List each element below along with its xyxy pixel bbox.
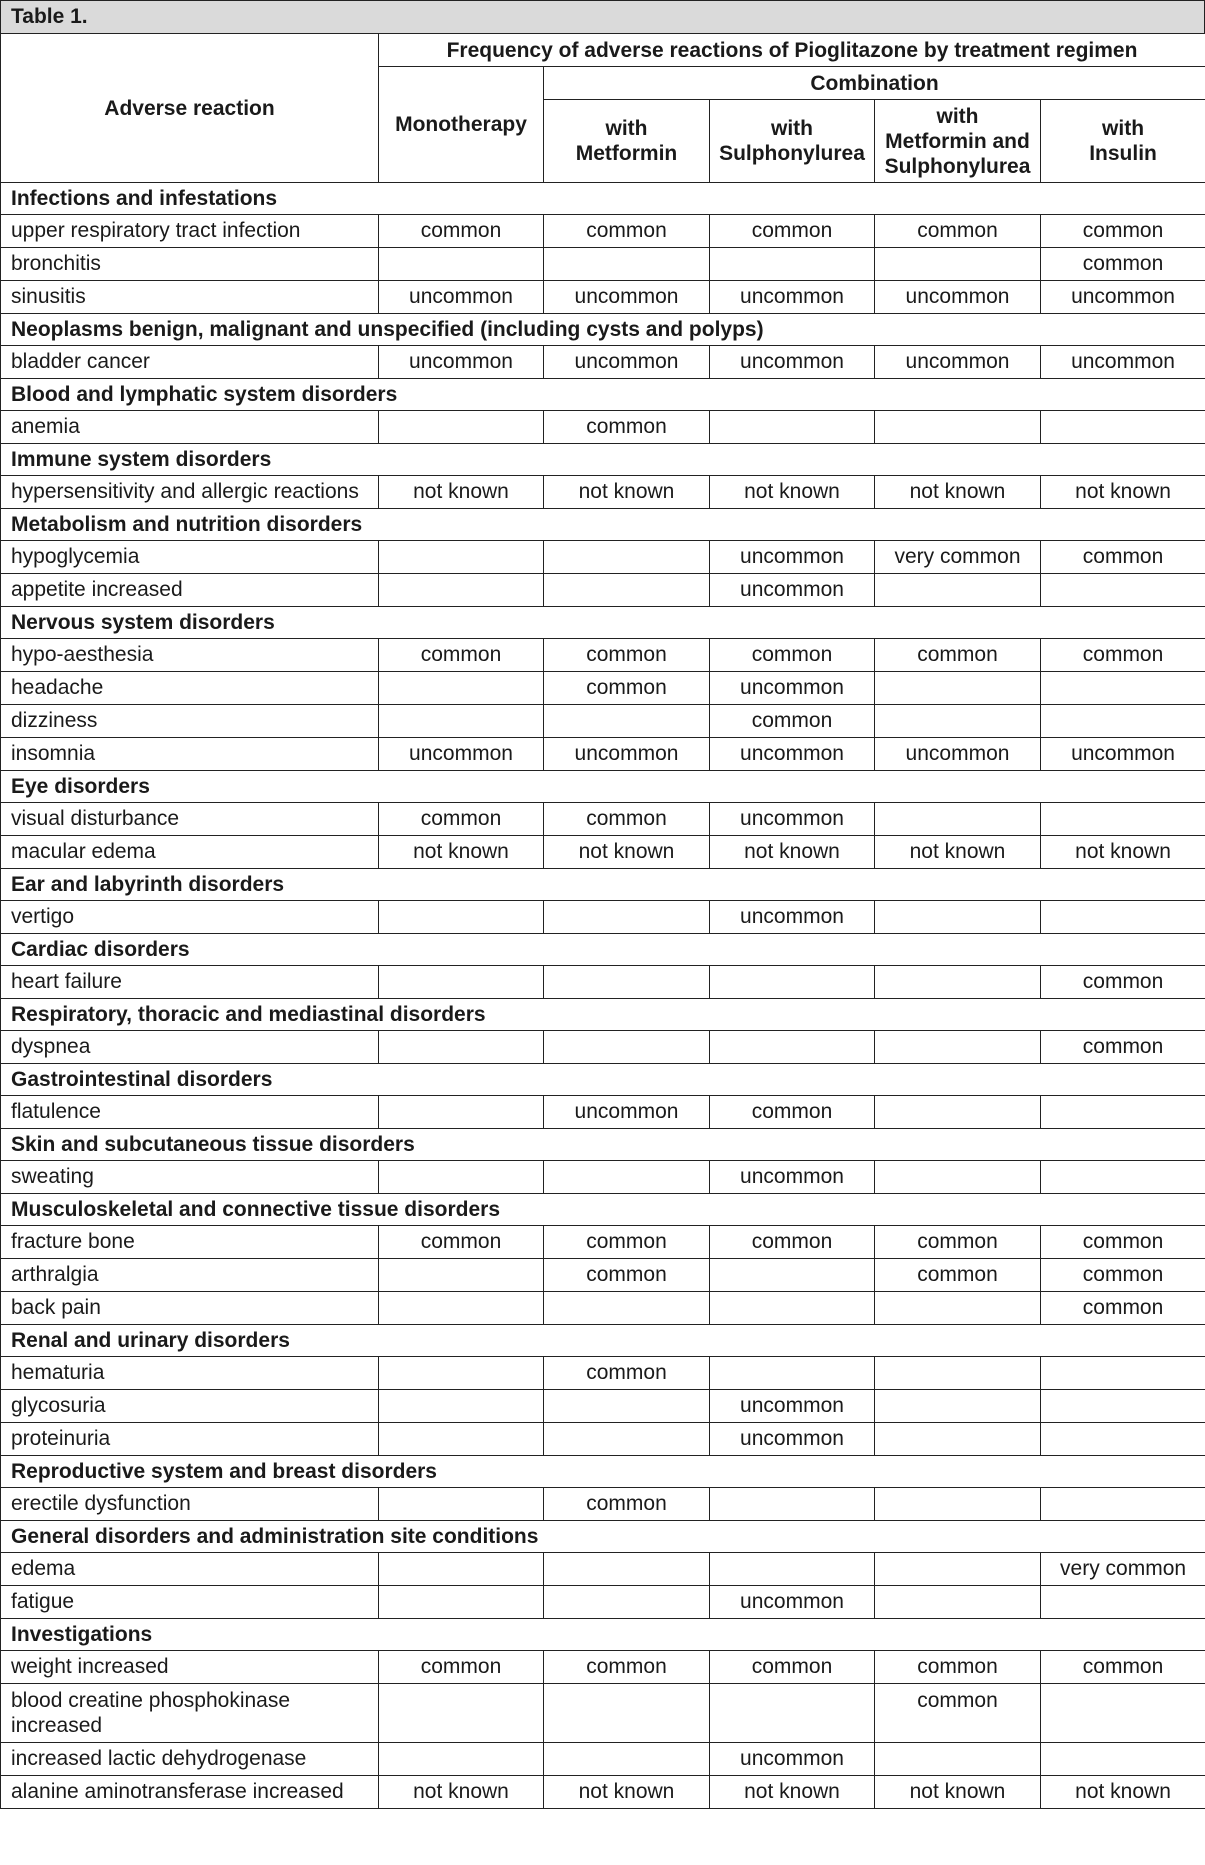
frequency-cell: [1041, 1096, 1205, 1129]
frequency-cell: common: [1041, 1259, 1205, 1292]
frequency-cell: [1041, 901, 1205, 934]
frequency-cell: [875, 966, 1041, 999]
frequency-cell: common: [379, 1226, 544, 1259]
section-row: [1, 771, 1205, 803]
frequency-cell: [710, 411, 875, 444]
frequency-cell: [379, 901, 544, 934]
frequency-cell: common: [710, 639, 875, 672]
frequency-cell: common: [1041, 966, 1205, 999]
header-line: Insulin: [1089, 142, 1157, 165]
reaction-name: macular edema: [1, 836, 379, 869]
frequency-cell: common: [1041, 639, 1205, 672]
section-title: General disorders and administration site conditions: [1, 1521, 1205, 1553]
frequency-cell: [379, 1161, 544, 1194]
frequency-cell: uncommon: [379, 346, 544, 379]
frequency-cell: common: [544, 1357, 710, 1390]
header-line: Metformin: [575, 142, 678, 165]
frequency-cell: common: [379, 1651, 544, 1684]
reaction-name-line: increased: [11, 1714, 103, 1737]
frequency-cell: [875, 705, 1041, 738]
table-row: [1, 476, 1205, 509]
section-row: [1, 1064, 1205, 1096]
frequency-cell: [544, 248, 710, 281]
frequency-cell: [710, 248, 875, 281]
frequency-cell: common: [1041, 1292, 1205, 1325]
frequency-cell: uncommon: [710, 901, 875, 934]
reaction-name: hypersensitivity and allergic reactions: [1, 476, 379, 509]
table-row: [1, 574, 1205, 607]
section-title: Renal and urinary disorders: [1, 1325, 1205, 1357]
frequency-cell: [379, 1292, 544, 1325]
frequency-cell: [1041, 705, 1205, 738]
frequency-cell: common: [875, 639, 1041, 672]
table-row: [1, 1031, 1205, 1064]
header-with-sulphonylurea: [710, 100, 875, 183]
frequency-cell: [875, 1161, 1041, 1194]
frequency-cell: [379, 574, 544, 607]
section-row: [1, 1521, 1205, 1553]
section-title: Nervous system disorders: [1, 607, 1205, 639]
frequency-cell: [379, 966, 544, 999]
frequency-cell: common: [710, 705, 875, 738]
frequency-cell: [379, 672, 544, 705]
frequency-cell: not known: [379, 476, 544, 509]
frequency-cell: [544, 541, 710, 574]
header-frequency-title: Frequency of adverse reactions of Pioglitazone by treatment regimen: [379, 34, 1205, 67]
frequency-cell: common: [1041, 1651, 1205, 1684]
frequency-cell: common: [544, 215, 710, 248]
frequency-cell: [1041, 1586, 1205, 1619]
table-row: [1, 1651, 1205, 1684]
reaction-name: alanine aminotransferase increased: [1, 1776, 379, 1809]
frequency-cell: [544, 1423, 710, 1456]
frequency-cell: [710, 1357, 875, 1390]
frequency-cell: [379, 1586, 544, 1619]
header-line: with: [771, 117, 813, 140]
section-row: [1, 314, 1205, 346]
frequency-cell: [1041, 1684, 1205, 1743]
reaction-name: fatigue: [1, 1586, 379, 1619]
reaction-name: sweating: [1, 1161, 379, 1194]
adverse-reactions-table: [0, 33, 1205, 1809]
frequency-cell: [1041, 574, 1205, 607]
frequency-cell: [379, 1488, 544, 1521]
frequency-cell: common: [710, 1226, 875, 1259]
section-title: Infections and infestations: [1, 183, 1205, 215]
frequency-cell: uncommon: [710, 541, 875, 574]
section-row: [1, 183, 1205, 215]
frequency-cell: uncommon: [710, 1586, 875, 1619]
frequency-cell: [1041, 411, 1205, 444]
frequency-cell: common: [1041, 541, 1205, 574]
frequency-cell: [875, 672, 1041, 705]
frequency-cell: not known: [1041, 836, 1205, 869]
table-title: Table 1.: [0, 0, 1205, 34]
frequency-cell: uncommon: [1041, 346, 1205, 379]
frequency-cell: uncommon: [710, 1161, 875, 1194]
frequency-cell: [710, 1259, 875, 1292]
table-row: [1, 215, 1205, 248]
frequency-cell: not known: [544, 476, 710, 509]
header-monotherapy: Monotherapy: [379, 67, 544, 183]
frequency-cell: [875, 803, 1041, 836]
table-row: [1, 248, 1205, 281]
frequency-cell: [544, 1292, 710, 1325]
frequency-cell: [875, 1390, 1041, 1423]
frequency-cell: [875, 1586, 1041, 1619]
frequency-cell: [1041, 1423, 1205, 1456]
frequency-cell: [1041, 1488, 1205, 1521]
table-row: [1, 1096, 1205, 1129]
section-row: [1, 934, 1205, 966]
frequency-cell: [544, 1390, 710, 1423]
frequency-cell: [875, 1743, 1041, 1776]
frequency-cell: common: [544, 1259, 710, 1292]
reaction-name: bronchitis: [1, 248, 379, 281]
table-row: [1, 1423, 1205, 1456]
frequency-cell: [1041, 1161, 1205, 1194]
frequency-cell: uncommon: [379, 281, 544, 314]
section-title: Reproductive system and breast disorders: [1, 1456, 1205, 1488]
frequency-cell: [1041, 672, 1205, 705]
header-line: Metformin and: [885, 129, 1030, 153]
frequency-cell: [1041, 1357, 1205, 1390]
frequency-cell: [875, 1553, 1041, 1586]
frequency-cell: uncommon: [710, 672, 875, 705]
table-row: [1, 1743, 1205, 1776]
frequency-cell: [1041, 803, 1205, 836]
header-adverse-reaction: Adverse reaction: [1, 34, 379, 183]
reaction-name: fracture bone: [1, 1226, 379, 1259]
frequency-cell: uncommon: [1041, 738, 1205, 771]
frequency-cell: [379, 1031, 544, 1064]
frequency-cell: common: [379, 803, 544, 836]
frequency-cell: [544, 1031, 710, 1064]
table-row: [1, 1776, 1205, 1809]
section-title: Blood and lymphatic system disorders: [1, 379, 1205, 411]
section-row: [1, 869, 1205, 901]
reaction-name: visual disturbance: [1, 803, 379, 836]
section-title: Ear and labyrinth disorders: [1, 869, 1205, 901]
frequency-cell: [875, 1488, 1041, 1521]
frequency-cell: uncommon: [544, 281, 710, 314]
reaction-name: vertigo: [1, 901, 379, 934]
frequency-cell: [875, 1031, 1041, 1064]
table-row: [1, 672, 1205, 705]
reaction-name: dizziness: [1, 705, 379, 738]
frequency-cell: uncommon: [875, 346, 1041, 379]
frequency-cell: [379, 1423, 544, 1456]
frequency-cell: very common: [875, 541, 1041, 574]
frequency-cell: [544, 901, 710, 934]
section-title: Musculoskeletal and connective tissue disorders: [1, 1194, 1205, 1226]
frequency-cell: common: [544, 672, 710, 705]
table-row: [1, 836, 1205, 869]
frequency-cell: [875, 411, 1041, 444]
section-title: Metabolism and nutrition disorders: [1, 509, 1205, 541]
table-row: [1, 705, 1205, 738]
frequency-cell: [379, 1390, 544, 1423]
frequency-cell: common: [875, 1226, 1041, 1259]
frequency-cell: common: [379, 639, 544, 672]
section-row: [1, 999, 1205, 1031]
frequency-cell: common: [379, 215, 544, 248]
frequency-cell: uncommon: [379, 738, 544, 771]
frequency-cell: uncommon: [544, 346, 710, 379]
frequency-cell: [379, 1096, 544, 1129]
frequency-cell: [544, 1743, 710, 1776]
reaction-name-line: blood creatine phosphokinase: [11, 1689, 291, 1712]
reaction-name: anemia: [1, 411, 379, 444]
reaction-name: appetite increased: [1, 574, 379, 607]
table-row: [1, 1292, 1205, 1325]
frequency-cell: common: [875, 1651, 1041, 1684]
frequency-cell: [710, 1031, 875, 1064]
frequency-cell: [379, 1553, 544, 1586]
section-row: [1, 607, 1205, 639]
section-title: Gastrointestinal disorders: [1, 1064, 1205, 1096]
frequency-cell: [379, 1259, 544, 1292]
section-row: [1, 1456, 1205, 1488]
reaction-name: insomnia: [1, 738, 379, 771]
frequency-cell: [379, 1743, 544, 1776]
frequency-cell: [875, 1357, 1041, 1390]
frequency-cell: common: [710, 1651, 875, 1684]
frequency-cell: uncommon: [875, 281, 1041, 314]
section-title: Eye disorders: [1, 771, 1205, 803]
table-row: [1, 738, 1205, 771]
frequency-cell: not known: [710, 1776, 875, 1809]
frequency-cell: uncommon: [1041, 281, 1205, 314]
frequency-cell: [544, 574, 710, 607]
section-row: [1, 1325, 1205, 1357]
frequency-cell: not known: [875, 1776, 1041, 1809]
frequency-cell: [544, 705, 710, 738]
table-row: [1, 541, 1205, 574]
header-line: with: [936, 104, 979, 128]
frequency-cell: common: [1041, 1031, 1205, 1064]
frequency-cell: uncommon: [875, 738, 1041, 771]
frequency-cell: uncommon: [710, 281, 875, 314]
header-line: Sulphonylurea: [884, 154, 1031, 178]
reaction-name: hematuria: [1, 1357, 379, 1390]
frequency-cell: uncommon: [710, 738, 875, 771]
reaction-name: arthralgia: [1, 1259, 379, 1292]
section-title: Investigations: [1, 1619, 1205, 1651]
table-row: [1, 346, 1205, 379]
frequency-cell: [379, 705, 544, 738]
frequency-cell: [1041, 1390, 1205, 1423]
table-row: [1, 281, 1205, 314]
frequency-cell: not known: [379, 1776, 544, 1809]
section-title: Respiratory, thoracic and mediastinal disorders: [1, 999, 1205, 1031]
frequency-cell: not known: [875, 836, 1041, 869]
frequency-cell: [710, 1488, 875, 1521]
frequency-cell: not known: [379, 836, 544, 869]
header-with-insulin: [1041, 100, 1205, 183]
frequency-cell: [710, 966, 875, 999]
section-row: [1, 509, 1205, 541]
section-row: [1, 1129, 1205, 1161]
frequency-cell: [379, 541, 544, 574]
frequency-cell: [875, 1096, 1041, 1129]
frequency-cell: common: [544, 1226, 710, 1259]
frequency-cell: [544, 1684, 710, 1743]
reaction-name: heart failure: [1, 966, 379, 999]
frequency-cell: [544, 966, 710, 999]
frequency-cell: uncommon: [710, 1743, 875, 1776]
frequency-cell: common: [875, 1684, 1041, 1743]
frequency-cell: common: [710, 215, 875, 248]
frequency-cell: [710, 1292, 875, 1325]
frequency-cell: [875, 1423, 1041, 1456]
reaction-name: hypoglycemia: [1, 541, 379, 574]
frequency-cell: [875, 901, 1041, 934]
frequency-cell: very common: [1041, 1553, 1205, 1586]
reaction-name: weight increased: [1, 1651, 379, 1684]
header-line: Sulphonylurea: [719, 142, 865, 165]
frequency-cell: [875, 574, 1041, 607]
section-title: Neoplasms benign, malignant and unspecified (including cysts and polyps): [1, 314, 1205, 346]
frequency-cell: not known: [1041, 1776, 1205, 1809]
table-row: [1, 1357, 1205, 1390]
frequency-cell: uncommon: [710, 574, 875, 607]
frequency-cell: [875, 1292, 1041, 1325]
frequency-cell: common: [544, 1488, 710, 1521]
table-row: [1, 803, 1205, 836]
header-combination: Combination: [544, 67, 1205, 100]
frequency-cell: common: [544, 639, 710, 672]
frequency-cell: not known: [544, 1776, 710, 1809]
header-with-metformin: [544, 100, 710, 183]
frequency-cell: common: [1041, 1226, 1205, 1259]
reaction-name: flatulence: [1, 1096, 379, 1129]
reaction-name: increased lactic dehydrogenase: [1, 1743, 379, 1776]
frequency-cell: [379, 1357, 544, 1390]
frequency-cell: [379, 248, 544, 281]
frequency-cell: common: [1041, 248, 1205, 281]
frequency-cell: [544, 1161, 710, 1194]
reaction-name: bladder cancer: [1, 346, 379, 379]
reaction-name: sinusitis: [1, 281, 379, 314]
frequency-cell: [379, 411, 544, 444]
frequency-cell: not known: [710, 836, 875, 869]
table-row: [1, 966, 1205, 999]
header-line: with: [605, 117, 648, 140]
frequency-cell: common: [544, 1651, 710, 1684]
header-with-metformin-and-sulphonylurea: [875, 100, 1041, 183]
table-row: [1, 1684, 1205, 1743]
frequency-cell: common: [875, 215, 1041, 248]
reaction-name: edema: [1, 1553, 379, 1586]
table-row: [1, 1226, 1205, 1259]
section-row: [1, 379, 1205, 411]
table-row: [1, 1259, 1205, 1292]
header-line: with: [1102, 117, 1145, 140]
frequency-cell: [710, 1684, 875, 1743]
table-row: [1, 411, 1205, 444]
section-title: Immune system disorders: [1, 444, 1205, 476]
section-row: [1, 1194, 1205, 1226]
section-title: Cardiac disorders: [1, 934, 1205, 966]
table-row: [1, 1488, 1205, 1521]
table-row: [1, 1390, 1205, 1423]
reaction-name: hypo-aesthesia: [1, 639, 379, 672]
frequency-cell: [544, 1586, 710, 1619]
frequency-cell: common: [710, 1096, 875, 1129]
table-row: [1, 639, 1205, 672]
reaction-name: back pain: [1, 1292, 379, 1325]
frequency-cell: uncommon: [710, 803, 875, 836]
reaction-name: glycosuria: [1, 1390, 379, 1423]
frequency-cell: common: [544, 411, 710, 444]
reaction-name: headache: [1, 672, 379, 705]
frequency-cell: not known: [544, 836, 710, 869]
frequency-cell: uncommon: [544, 1096, 710, 1129]
frequency-cell: [544, 1553, 710, 1586]
table-row: [1, 1553, 1205, 1586]
table-row: [1, 901, 1205, 934]
frequency-cell: [710, 1553, 875, 1586]
frequency-cell: uncommon: [710, 1390, 875, 1423]
section-row: [1, 1619, 1205, 1651]
frequency-cell: not known: [710, 476, 875, 509]
reaction-name: dyspnea: [1, 1031, 379, 1064]
frequency-cell: common: [875, 1259, 1041, 1292]
reaction-name: upper respiratory tract infection: [1, 215, 379, 248]
frequency-cell: [379, 1684, 544, 1743]
frequency-cell: uncommon: [710, 1423, 875, 1456]
frequency-cell: common: [544, 803, 710, 836]
frequency-cell: uncommon: [544, 738, 710, 771]
table-row: [1, 1161, 1205, 1194]
table-row: [1, 1586, 1205, 1619]
frequency-cell: not known: [875, 476, 1041, 509]
frequency-cell: common: [1041, 215, 1205, 248]
frequency-cell: [1041, 1743, 1205, 1776]
section-title: Skin and subcutaneous tissue disorders: [1, 1129, 1205, 1161]
reaction-name: proteinuria: [1, 1423, 379, 1456]
section-row: [1, 444, 1205, 476]
frequency-cell: uncommon: [710, 346, 875, 379]
reaction-name: [1, 1684, 379, 1743]
frequency-cell: [875, 248, 1041, 281]
reaction-name: erectile dysfunction: [1, 1488, 379, 1521]
frequency-cell: not known: [1041, 476, 1205, 509]
